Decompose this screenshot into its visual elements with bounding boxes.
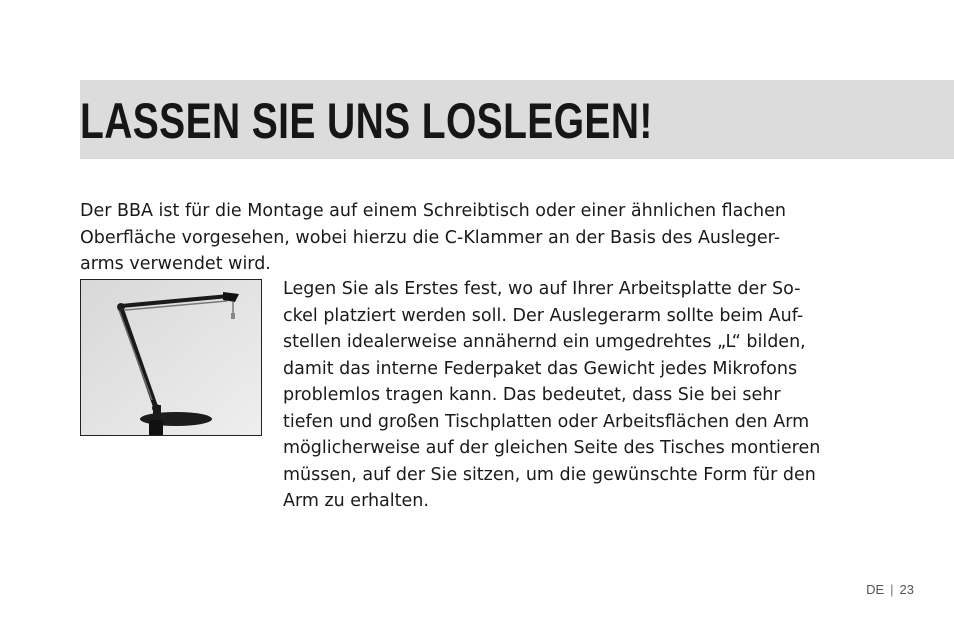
body-line: damit das interne Federpaket das Gewicht jedes Mikrofons	[283, 358, 798, 379]
intro-line: Oberfläche vorgesehen, wobei hierzu die C-Klammer an der Basis des Ausleger-	[80, 227, 781, 248]
body-line: müssen, auf der Sie sitzen, um die gewünschte Form für den	[283, 464, 816, 485]
intro-line: arms verwendet wird.	[80, 254, 271, 274]
page-footer	[866, 582, 914, 597]
body-line: ckel platziert werden soll. Der Auslegerarm sollte beim Auf-	[283, 305, 804, 326]
boom-arm-photo	[80, 279, 262, 436]
boom-arm-illustration	[81, 280, 261, 435]
intro-paragraph	[80, 198, 880, 278]
body-line: stellen idealerweise annähernd ein umgedrehtes „L“ bilden,	[283, 332, 806, 352]
body-line: Legen Sie als Erstes fest, wo auf Ihrer Arbeitsplatte der So-	[283, 279, 801, 299]
body-line: tiefen und großen Tischplatten oder Arbeitsflächen den Arm	[283, 411, 810, 432]
body-line: problemlos tragen kann. Das bedeutet, dass Sie bei sehr	[283, 385, 781, 405]
footer-separator: |	[890, 582, 894, 597]
page-number: 23	[899, 582, 914, 597]
language-code: DE	[866, 582, 885, 597]
intro-line: Der BBA ist für die Montage auf einem Schreibtisch oder einer ähnlichen flachen	[80, 201, 786, 221]
instructions-paragraph	[283, 276, 883, 515]
body-line: Arm zu erhalten.	[283, 491, 429, 511]
body-line: möglicherweise auf der gleichen Seite des Tisches montieren	[283, 438, 821, 458]
page-title: LASSEN SIE UNS LOSLEGEN!	[80, 93, 653, 149]
